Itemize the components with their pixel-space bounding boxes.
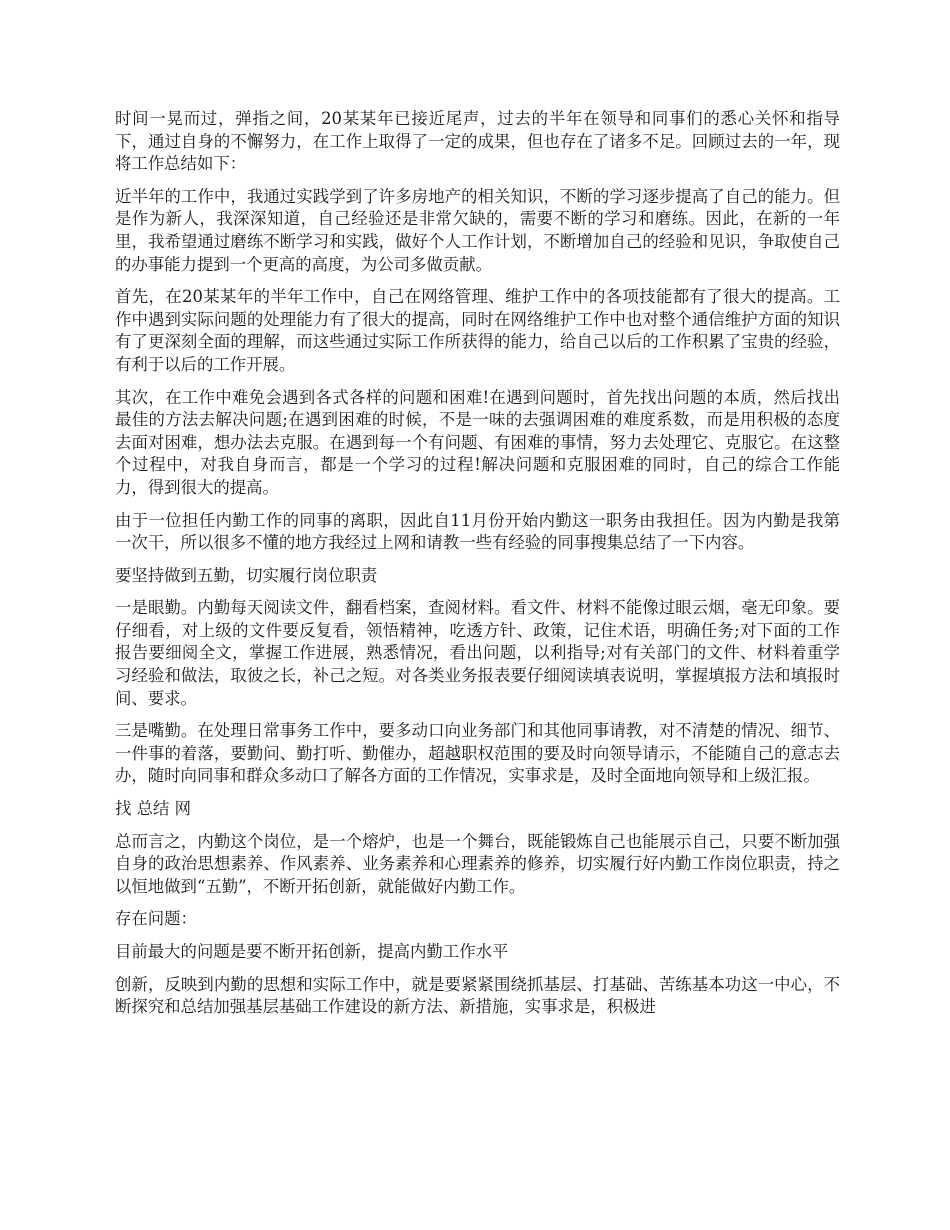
paragraph-second: 其次，在工作中难免会遇到各式各样的问题和困难!在遇到问题时，首先找出问题的本质，然后找出最佳的方法去解决问题;在遇到困难的时候，不是一味的去强调困难的难度系数，而是用积极的态度去面对困难，想办法去克服。在遇到每一个有问题、有困难的事情，努力去处理它、克服它。在这整个过程中，对我自身而言，都是一个学习的过程!解决问题和克服困难的同时，自己的综合工作能力，得到很大的提高。 [115,387,840,497]
source-watermark-text: 找 总结 网 [115,799,191,819]
section-heading-five-diligences: 要坚持做到五勤，切实履行岗位职责 [115,565,378,585]
paragraph-learning: 近半年的工作中，我通过实践学到了许多房地产的相关知识，不断的学习逐步提高了自己的能力。但是作为新人，我深深知道，自己经验还是非常欠缺的，需要不断的学习和磨练。因此，在新的一年里，我希望通过磨练不断学习和实践，做好个人工作计划，不断增加自己的经验和见识，争取使自己的办事能力提到一个更高的高度，为公司多做贡献。 [115,186,840,274]
document-page [115,108,840,1029]
paragraph-innovation: 创新，反映到内勤的思想和实际工作中，就是要紧紧围绕抓基层、打基础、苦练基本功这一中心，不断探究和总结加强基层基础工作建设的新方法、新措施，实事求是，积极进 [115,974,840,1017]
intro-paragraph: 时间一晃而过，弹指之间，20某某年已接近尾声，过去的半年在领导和同事们的悉心关怀和指导下，通过自身的不懈努力，在工作上取得了一定的成果，但也存在了诸多不足。回顾过去的一年，现将工作总结如下： [115,109,840,174]
paragraph-conclusion: 总而言之，内勤这个岗位，是一个熔炉，也是一个舞台，既能锻炼自己也能展示自己，只要不断加强自身的政治思想素养、作风素养、业务素养和心理素养的修养，切实履行好内勤工作岗位职责，持之以恒地做到“五勤”，不断开拓创新，就能做好内勤工作。 [115,831,840,896]
paragraph-mouth-diligence: 三是嘴勤。在处理日常事务工作中，要多动口向业务部门和其他同事请教，对不清楚的情况、细节、一件事的着落，要勤问、勤打听、勤催办，超越职权范围的要及时向领导请示，不能随自己的意志去办，随时向同事和群众多动口了解各方面的工作情况，实事求是，及时全面地向领导和上级汇报。 [115,721,840,786]
paragraph-internal-duty: 由于一位担任内勤工作的同事的离职，因此自11月份开始内勤这一职务由我担任。因为内勤是我第一次干，所以很多不懂的地方我经过上网和请教一些有经验的同事搜集总结了一下内容。 [115,510,840,553]
paragraph-main-problem: 目前最大的问题是要不断开拓创新，提高内勤工作水平 [115,942,509,961]
paragraph-eyes-diligence: 一是眼勤。内勤每天阅读文件，翻看档案，查阅材料。看文件、材料不能像过眼云烟，毫无印象。要仔细看，对上级的文件要反复看，领悟精神，吃透方针、政策，记住术语，明确任务;对下面的工作报告要细阅全文，掌握工作进展，熟悉情况，看出问题，以利指导;对有关部门的文件、材料着重学习经验和做法，取彼之长，补己之短。对各类业务报表要仔细阅读填表说明，掌握填报方法和填报时间、要求。 [115,598,840,708]
paragraph-first: 首先，在20某某年的半年工作中，自己在网络管理、维护工作中的各项技能都有了很大的提高。工作中遇到实际问题的处理能力有了很大的提高，同时在网络维护工作中也对整个通信维护方面的知识有了更深刻全面的理解，而这些通过实际工作所获得的能力，给自己以后的工作积累了宝贵的经验，有利于以后的工作开展。 [115,287,840,374]
section-heading-problems: 存在问题： [115,909,197,929]
